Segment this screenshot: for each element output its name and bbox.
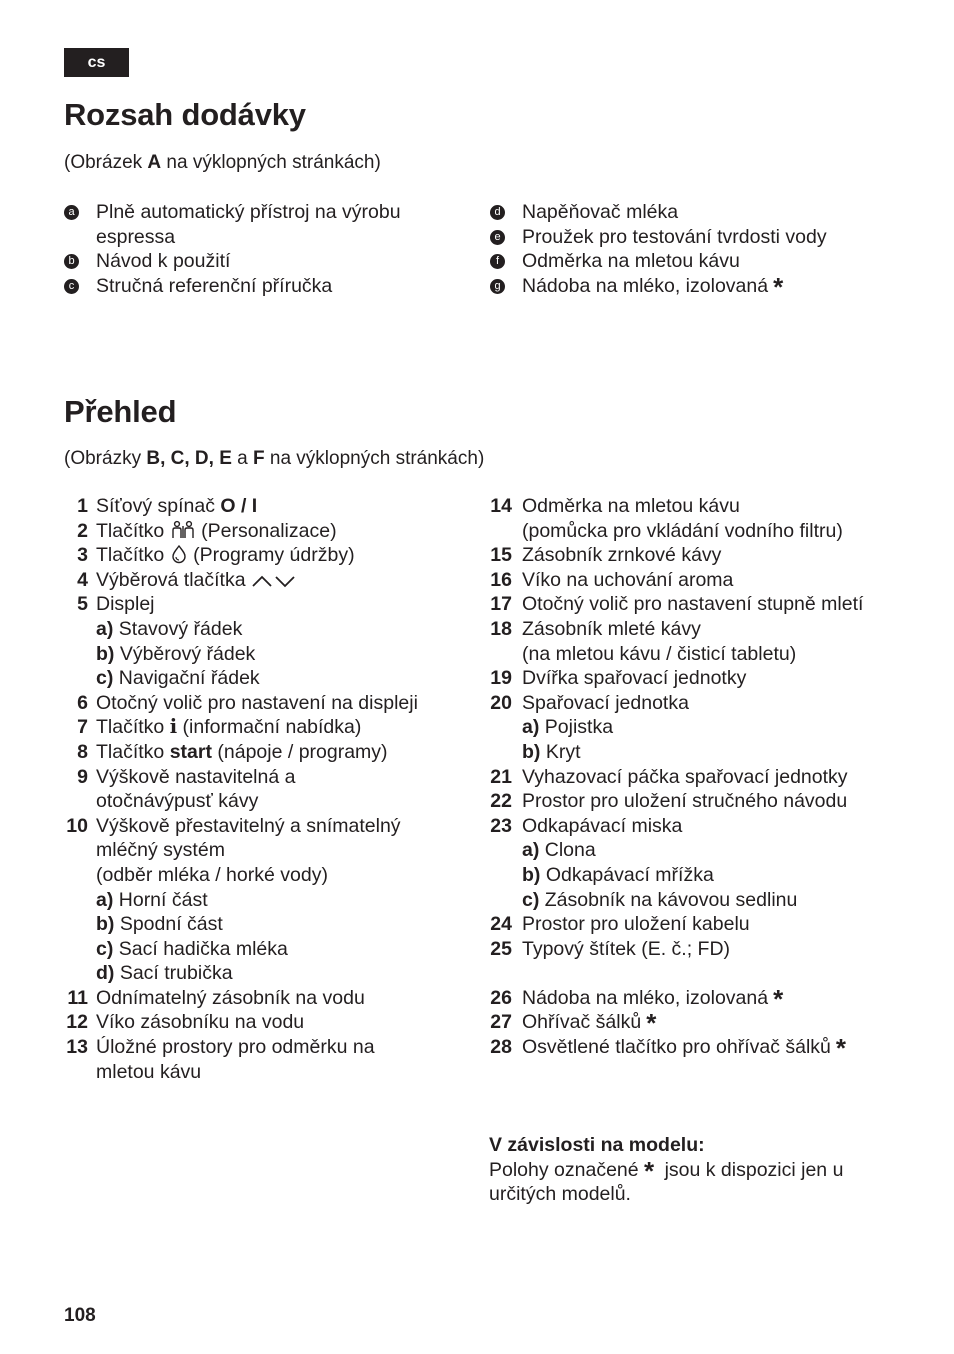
sub-item: c) Zásobník na kávovou sedlinu	[522, 888, 798, 911]
letter-badge-icon: g	[490, 279, 505, 294]
list-item: 24 Prostor pro uložení kabelu	[490, 913, 750, 936]
letter-badge-icon: d	[490, 205, 505, 220]
list-item: 7 Tlačítko i (informační nabídka)	[77, 715, 362, 739]
delivery-list-left	[64, 200, 464, 298]
list-item: 27 Ohřívač šálků *	[490, 1008, 657, 1039]
model-footnote: V závislosti na modelu: Polohy označené * jsou k dispozici jen u určitých modelů.	[489, 1134, 844, 1206]
list-item: 2 Tlačítko (Personalizace)	[77, 519, 337, 542]
sub-item: a) Horní část	[96, 888, 208, 911]
list-item: g Nádoba na mléko, izolovaná *	[490, 274, 910, 299]
overview-note: (Obrázky B, C, D, E a F na výklopných stránkách)	[64, 448, 485, 469]
overview-list-left	[64, 494, 464, 1084]
list-item: 10 Výškově přestavitelný a snímatelný mléčný systém (odběr mléka / horké vody)	[66, 814, 401, 886]
overview-list-right	[464, 494, 934, 1064]
list-item: 12 Víko zásobníku na vodu	[66, 1011, 305, 1034]
letter-badge-icon: b	[64, 254, 79, 269]
list-item: 22 Prostor pro uložení stručného návodu	[490, 790, 848, 813]
list-item: e Proužek pro testování tvrdosti vody	[490, 225, 910, 250]
letter-badge-icon: c	[64, 279, 79, 294]
sub-item: b) Odkapávací mřížka	[522, 863, 714, 886]
sub-item: b) Kryt	[522, 740, 581, 763]
asterisk-icon: *	[835, 1033, 847, 1064]
sub-item: c) Sací hadička mléka	[96, 937, 288, 960]
page-number: 108	[64, 1305, 96, 1326]
sub-item: d) Sací trubička	[96, 962, 233, 985]
chevron-down-icon	[273, 573, 297, 589]
sub-item: b) Spodní část	[96, 913, 223, 936]
sub-item: a) Clona	[522, 839, 596, 862]
info-icon: i	[169, 715, 178, 739]
list-item: 9 Výškově nastavitelná a otočnávýpusť kávy	[77, 765, 296, 813]
letter-badge-icon: f	[490, 254, 505, 269]
list-item: 18 Zásobník mleté kávy (na mletou kávu / čisticí tabletu)	[490, 617, 797, 665]
delivery-note: (Obrázek A na výklopných stránkách)	[64, 152, 381, 173]
delivery-list-right	[490, 200, 910, 302]
asterisk-icon: *	[773, 983, 784, 1014]
list-item: 8 Tlačítko start (nápoje / programy)	[77, 740, 388, 763]
list-item: 21 Vyhazovací páčka spařovací jednotky	[490, 765, 848, 788]
maintenance-drop-icon	[170, 544, 188, 564]
list-item: 16 Víko na uchování aroma	[490, 568, 734, 591]
letter-badge-icon: a	[64, 205, 79, 220]
asterisk-icon: *	[773, 271, 784, 302]
list-item: 5 Displej	[77, 593, 155, 616]
list-item: 23 Odkapávací miska	[490, 814, 683, 837]
list-item: 17 Otočný volič pro nastavení stupně mletí	[490, 593, 864, 616]
list-item: 14 Odměrka na mletou kávu (pomůcka pro vkládání vodního filtru)	[490, 495, 843, 542]
personalization-icon	[170, 520, 196, 540]
list-item: 20 Spařovací jednotka	[490, 691, 689, 714]
list-item: 25 Typový štítek (E. č.; FD)	[490, 937, 731, 960]
list-item: 1 Síťový spínač O / I	[77, 495, 258, 517]
overview-title: Přehled	[64, 394, 177, 429]
asterisk-icon: *	[644, 1155, 655, 1186]
list-item: 11 Odnímatelný zásobník na vodu	[67, 986, 365, 1009]
list-item: 13 Úložné prostory pro odměrku na mletou kávu	[66, 1036, 375, 1083]
language-badge: cs	[64, 48, 129, 77]
list-item: 28 Osvětlené tlačítko pro ohřívač šálků *	[490, 1033, 847, 1064]
sub-item: a) Stavový řádek	[96, 617, 243, 640]
list-item: d Napěňovač mléka	[490, 200, 910, 225]
list-item: 26 Nádoba na mléko, izolovaná *	[490, 983, 784, 1014]
asterisk-icon: *	[646, 1008, 657, 1039]
list-item: b Návod k použití	[64, 249, 464, 274]
list-item: c Stručná referenční příručka	[64, 274, 464, 299]
list-item: 3 Tlačítko (Programy údržby)	[77, 544, 355, 567]
chevron-up-icon	[251, 573, 273, 589]
delivery-title: Rozsah dodávky	[64, 97, 306, 132]
list-item: f Odměrka na mletou kávu	[490, 249, 910, 274]
list-item: 15 Zásobník zrnkové kávy	[490, 544, 722, 567]
sub-item: c) Navigační řádek	[96, 667, 260, 690]
list-item: 4 Výběrová tlačítka	[64, 568, 464, 593]
letter-badge-icon: e	[490, 230, 505, 245]
sub-item: a) Pojistka	[522, 716, 614, 739]
list-item: a Plně automatický přístroj na výrobu espressa	[64, 200, 464, 249]
list-item: 19 Dvířka spařovací jednotky	[490, 667, 747, 690]
list-item: 6 Otočný volič pro nastavení na displeji	[77, 691, 418, 714]
sub-item: b) Výběrový řádek	[96, 642, 256, 665]
